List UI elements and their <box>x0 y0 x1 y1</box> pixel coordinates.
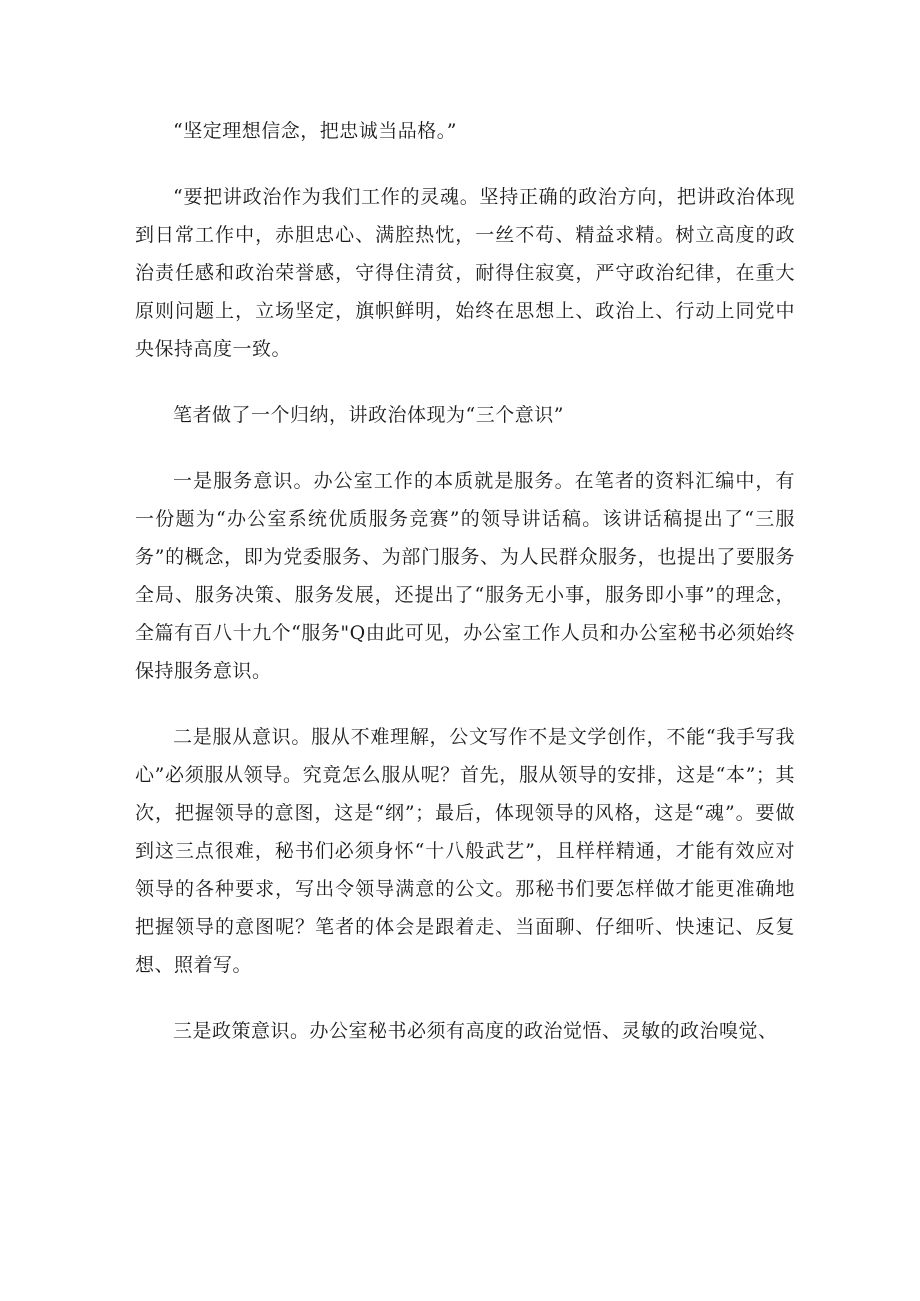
paragraph-service-awareness: 一是服务意识。办公室工作的本质就是服务。在笔者的资料汇编中，有一份题为“办公室系统优质服务竞赛”的领导讲话稿。该讲话稿提出了“三服务”的概念，即为党委服务、为部门服务、为人民群众服务，也提出了要服务全局、服务决策、服务发展，还提出了“服务无小事，服务即小事”的理念，全篇有百八十九个“服务"Q由此可见，办公室工作人员和办公室秘书必须始终保持服务意识。 <box>135 470 795 682</box>
document-body <box>135 112 795 1078</box>
paragraph-three-awareness-intro: 笔者做了一个归纳，讲政治体现为“三个意识” <box>173 404 564 426</box>
paragraph-policy-awareness: 三是政策意识。办公室秘书必须有高度的政治觉悟、灵敏的政治嗅觉、 <box>173 1020 778 1042</box>
paragraph-quote-loyalty: “坚定理想信念，把忠诚当品格。” <box>173 120 457 142</box>
paragraph-obedience-awareness: 二是服从意识。服从不难理解，公文写作不是文学创作，不能“我手写我心”必须服从领导。究竟怎么服从呢？首先，服从领导的安排，这是“本”；其次，把握领导的意图，这是“纲”；最后，体现领导的风格，这是“魂”。要做到这三点很难，秘书们必须身怀“十八般武艺”，且样样精通，才能有效应对领导的各种要求，写出令领导满意的公文。那秘书们要怎样做才能更准确地把握领导的意图呢？笔者的体会是跟着走、当面聊、仔细听、快速记、反复想、照着写。 <box>135 726 795 976</box>
paragraph-politics-soul: “要把讲政治作为我们工作的灵魂。坚持正确的政治方向，把讲政治体现到日常工作中，赤胆忠心、满腔热忱，一丝不苟、精益求精。树立高度的政治责任感和政治荣誉感，守得住清贫，耐得住寂寞，严守政治纪律，在重大原则问题上，立场坚定，旗帜鲜明，始终在思想上、政治上、行动上同党中央保持高度一致。 <box>135 186 795 360</box>
